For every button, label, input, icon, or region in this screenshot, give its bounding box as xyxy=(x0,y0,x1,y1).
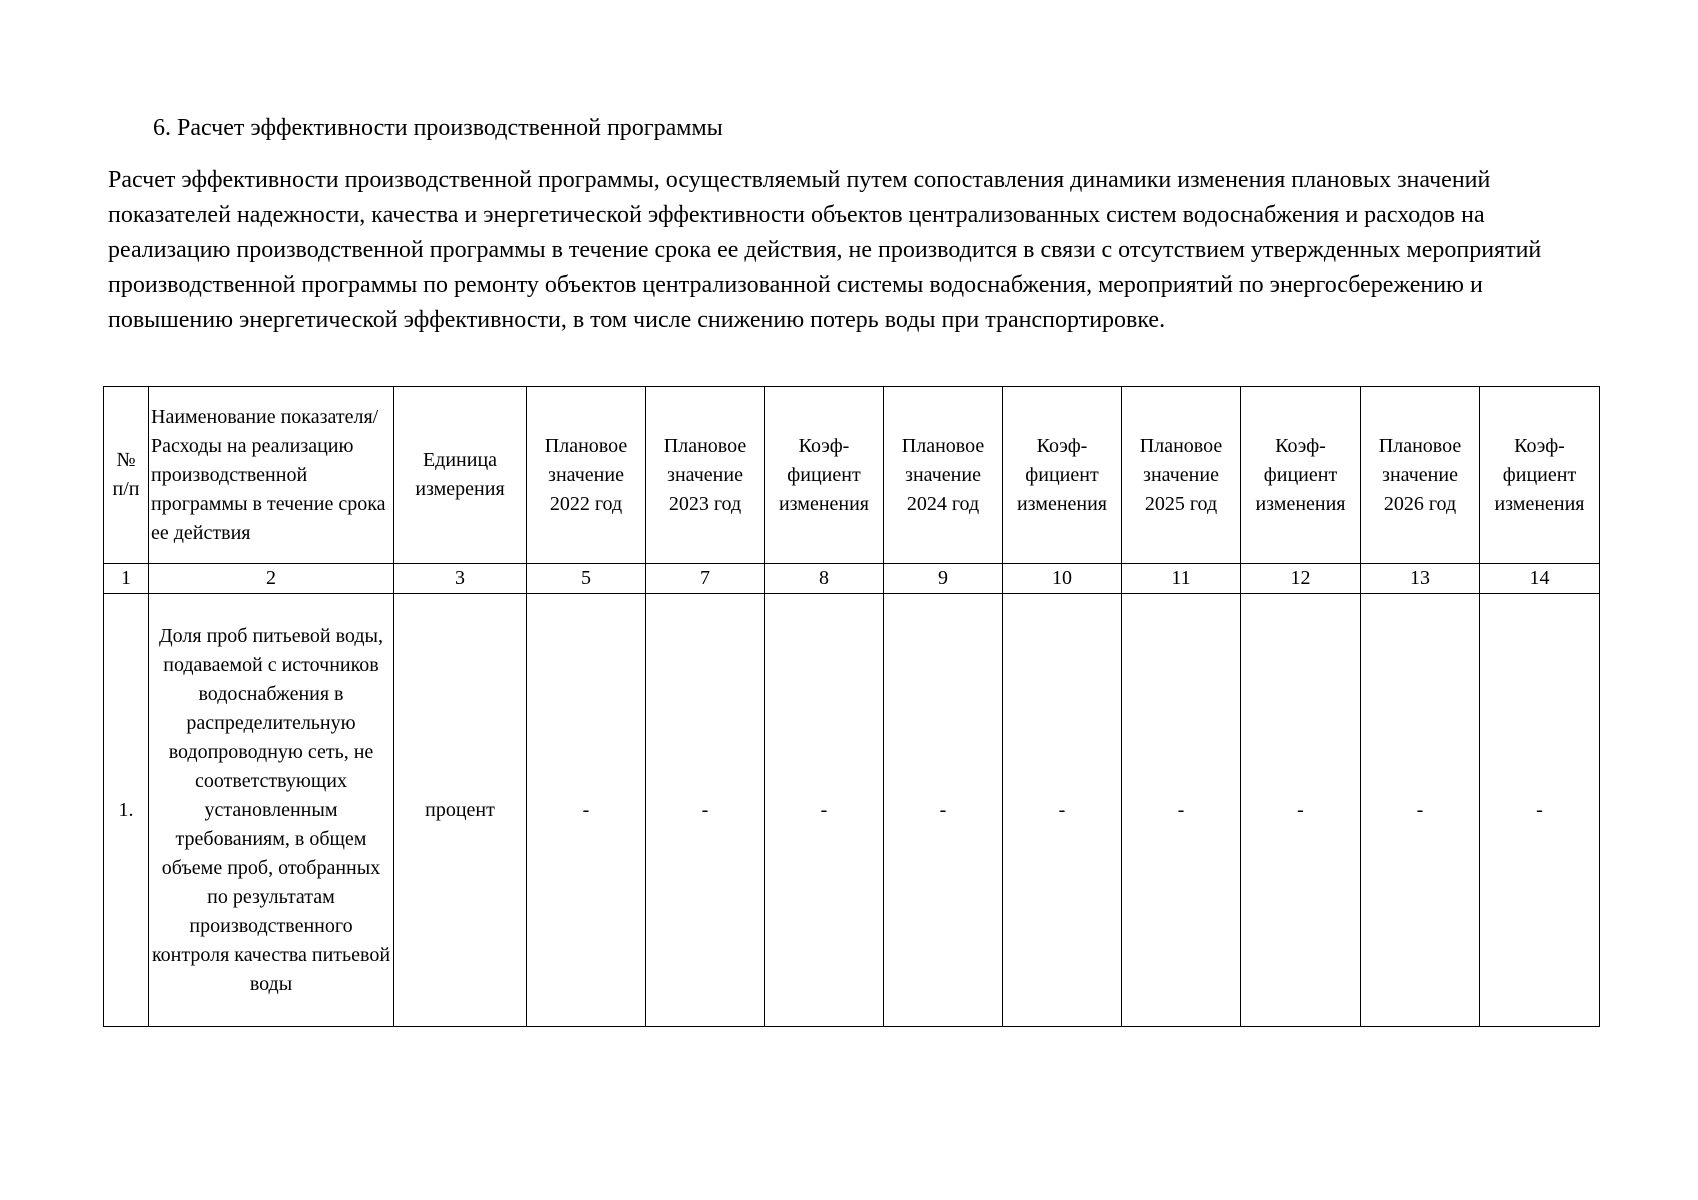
header-cell-plan-2025: Плановое значение 2025 год xyxy=(1122,387,1241,564)
column-number-cell: 7 xyxy=(646,564,765,594)
row-value-cell: - xyxy=(765,594,884,1027)
row-value-cell: - xyxy=(646,594,765,1027)
table-header-row xyxy=(104,387,1600,564)
header-cell-unit: Единица измерения xyxy=(394,387,527,564)
column-number-cell: 10 xyxy=(1003,564,1122,594)
header-cell-coef-2024: Коэф-фициент изменения xyxy=(1003,387,1122,564)
header-cell-coef-2026: Коэф-фициент изменения xyxy=(1480,387,1600,564)
row-value-cell: - xyxy=(1480,594,1600,1027)
column-number-cell: 12 xyxy=(1241,564,1361,594)
column-number-cell: 5 xyxy=(527,564,646,594)
header-cell-plan-2024: Плановое значение 2024 год xyxy=(884,387,1003,564)
column-number-cell: 8 xyxy=(765,564,884,594)
column-number-row xyxy=(104,564,1600,594)
row-unit-cell: процент xyxy=(394,594,527,1027)
column-number-cell: 1 xyxy=(104,564,149,594)
header-cell-coef-2025: Коэф-фициент изменения xyxy=(1241,387,1361,564)
section-heading: 6. Расчет эффективности производственной программы xyxy=(153,115,723,141)
row-value-cell: - xyxy=(1122,594,1241,1027)
row-value-cell: - xyxy=(527,594,646,1027)
header-cell-num: № п/п xyxy=(104,387,149,564)
table-row xyxy=(104,594,1600,1027)
section-paragraph: Расчет эффективности производственной программы, осуществляемый путем сопоставления динамики изменения плановых значений показателей надежности, качества и энергетической эффективности объектов централизованных систем водоснабжения и расходов на реализацию производственной программы в течение срока ее действия, не производится в связи с отсутствием утвержденных мероприятий производственной программы по ремонту объектов централизованной системы водоснабжения, мероприятий по энергосбережению и повышению энергетической эффективности, в том числе снижению потерь воды при транспортировке. xyxy=(108,167,1542,333)
header-cell-coef-2023: Коэф-фициент изменения xyxy=(765,387,884,564)
column-number-cell: 9 xyxy=(884,564,1003,594)
header-cell-plan-2026: Плановое значение 2026 год xyxy=(1361,387,1480,564)
column-number-cell: 11 xyxy=(1122,564,1241,594)
row-num-cell: 1. xyxy=(104,594,149,1027)
column-number-cell: 2 xyxy=(149,564,394,594)
header-cell-plan-2022: Плановое значение 2022 год xyxy=(527,387,646,564)
row-value-cell: - xyxy=(1003,594,1122,1027)
column-number-cell: 14 xyxy=(1480,564,1600,594)
column-number-cell: 13 xyxy=(1361,564,1480,594)
column-number-cell: 3 xyxy=(394,564,527,594)
row-value-cell: - xyxy=(1241,594,1361,1027)
row-name-cell: Доля проб питьевой воды, подаваемой с источников водоснабжения в распределительную водопроводную сеть, не соответствующих установленным требованиям, в общем объеме проб, отобранных по результатам производственного контроля качества питьевой воды xyxy=(149,594,394,1027)
row-value-cell: - xyxy=(1361,594,1480,1027)
row-value-cell: - xyxy=(884,594,1003,1027)
header-cell-plan-2023: Плановое значение 2023 год xyxy=(646,387,765,564)
efficiency-table xyxy=(103,386,1600,1027)
header-cell-name: Наименование показателя/Расходы на реализацию производственной программы в течение срока ее действия xyxy=(149,387,394,564)
